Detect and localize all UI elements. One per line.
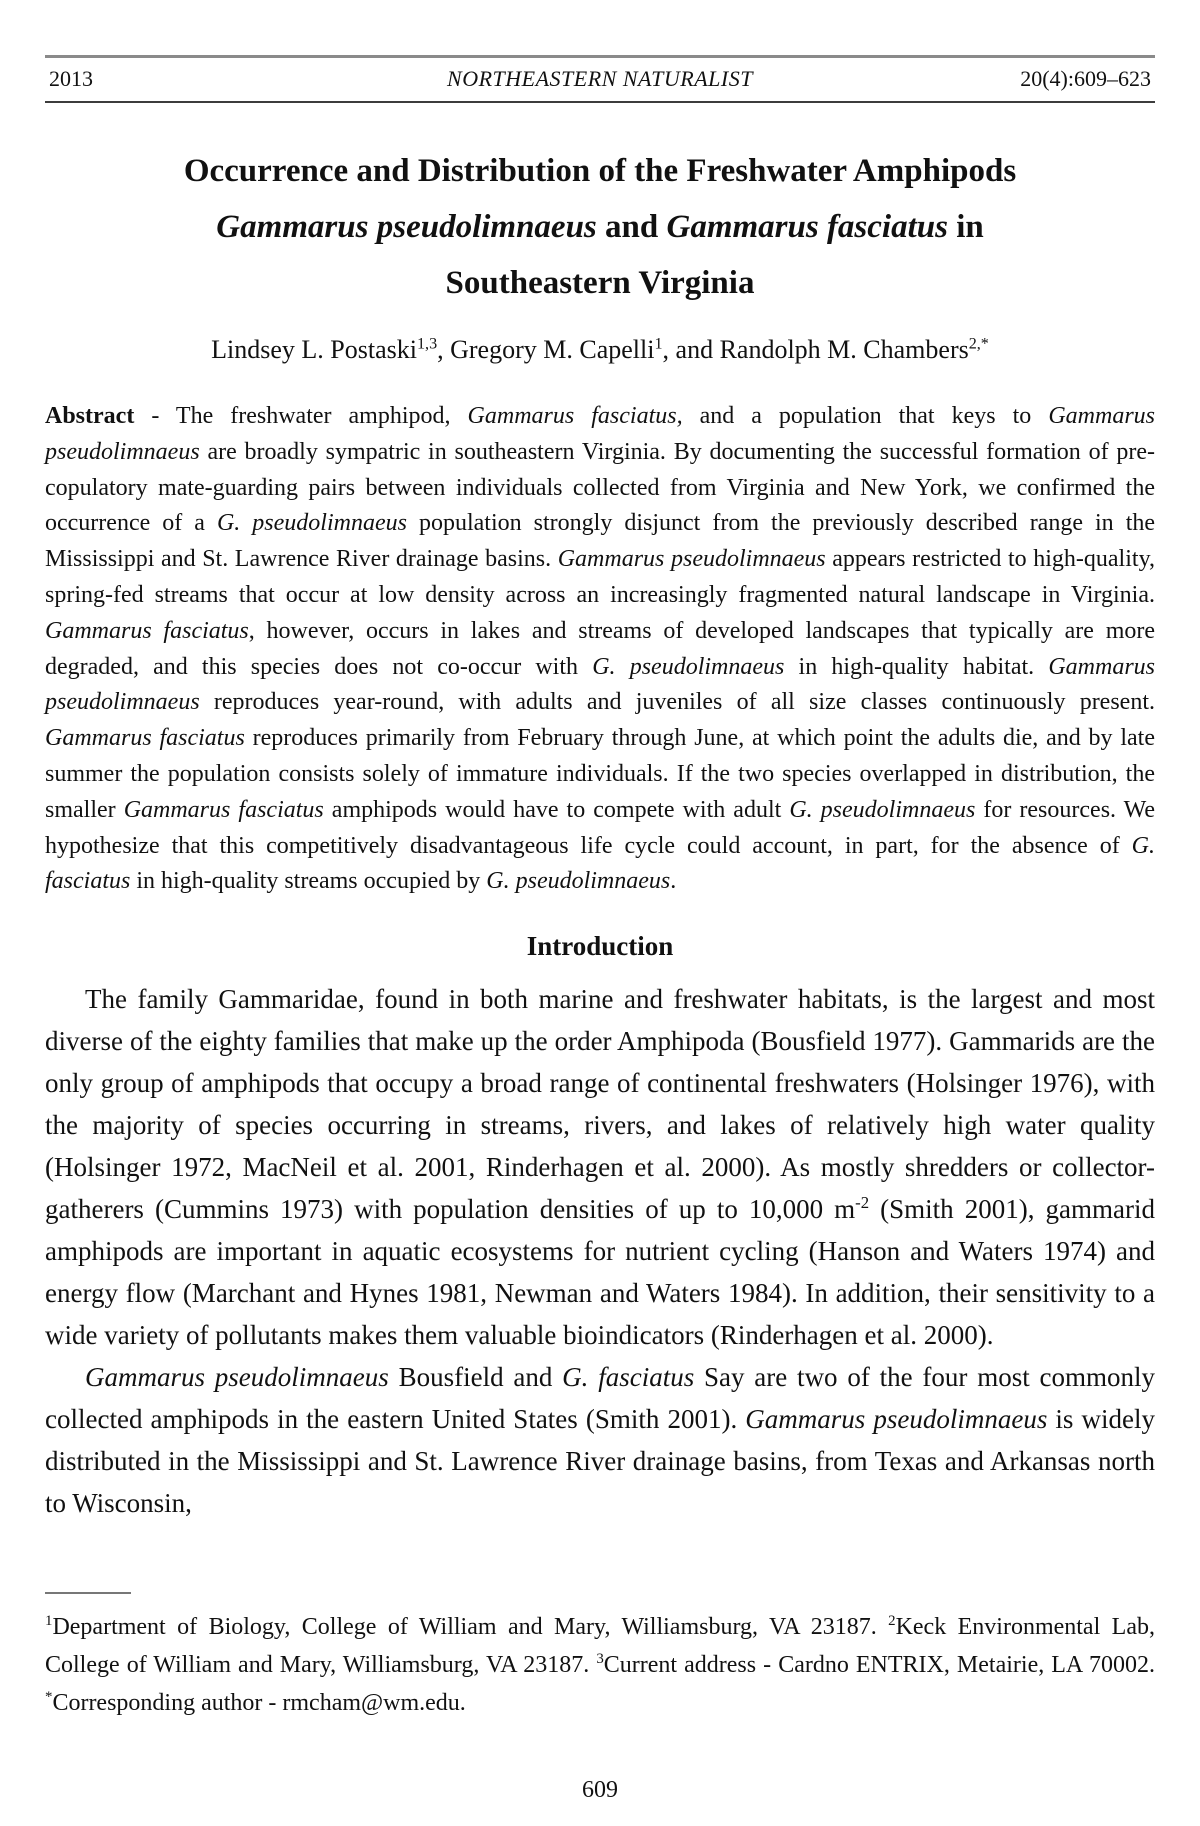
header-year: 2013 <box>49 66 93 91</box>
header-journal-name: NORTHEASTERN NATURALIST <box>447 66 753 91</box>
article-title-line2: Gammarus pseudolimnaeus and Gammarus fasciatus in <box>216 209 984 245</box>
footnote-divider <box>45 1592 131 1594</box>
authors-line: Lindsey L. Postaski$^{1,3}$, Gregory M. Capelli$^1$, and Randolph M. Chambers$^{2,*}$ <box>211 335 989 364</box>
footnote-text: $^1$Department of Biology, College of William and Mary, Williamsburg, VA 23187. $^2$Keck Environmental Lab, College of William and Mary, Williamsburg, VA 23187. $^3$Current address - Cardno ENTRIX, Metairie, LA 70002. *Corresponding author - rmcham@wm.edu. <box>45 1613 1155 1717</box>
introduction-body <box>45 978 1155 1524</box>
introduction-paragraph-1: The family Gammaridae, found in both marine and freshwater habitats, is the largest and most diverse of the eighty families that make up the order Amphipoda (Bousfield 1977). Gammarids are the only group of amphipods that occupy a broad range of continental freshwaters (Holsinger 1976), with the majority of species occurring in streams, rivers, and lakes of relatively high water quality (Holsinger 1972, MacNeil et al. 2001, Rinderhagen et al. 2000). As mostly shredders or collector-gatherers (Cummins 1973) with population densities of up to 10,000 $m^{-2}$ (Smith 2001), gammarid amphipods are important in aquatic ecosystems for nutrient cycling (Hanson and Waters 1974) and energy flow (Marchant and Hynes 1981, Newman and Waters 1984). In addition, their sensitivity to a wide variety of pollutants makes them valuable bioindicators (Rinderhagen et al. 2000). <box>45 984 1155 1351</box>
introduction-paragraph-2: Gammarus pseudolimnaeus Bousfield and G. fasciatus Say are two of the four most commonly collected amphipods in the eastern United States (Smith 2001). Gammarus pseudolimnaeus is widely distributed in the Mississippi and St. Lawrence River drainage basins, from Texas and Arkansas north to Wisconsin, <box>45 1362 1156 1519</box>
article-title-line3: Southeastern Virginia <box>445 265 755 301</box>
header-citation: 20(4):609–623 <box>1020 66 1151 91</box>
article-title <box>45 143 1155 311</box>
journal-header <box>45 55 1155 103</box>
introduction-heading: Introduction <box>526 931 674 962</box>
article-title-line1: Occurrence and Distribution of the Freshwater Amphipods <box>183 153 1017 189</box>
page-number: 609 <box>582 1777 618 1803</box>
abstract-paragraph: Abstract - The freshwater amphipod, Gammarus fasciatus, and a population that keys to Gammarus pseudolimnaeus are broadly sympatric in southeastern Virginia. By documenting the successful formation of pre-copulatory mate-guarding pairs between individuals collected from Virginia and New York, we confirmed the occurrence of a G. pseudolimnaeus population strongly disjunct from the previously described range in the Mississippi and St. Lawrence River drainage basins. Gammarus pseudolimnaeus appears restricted to high-quality, spring-fed streams that occur at low density across an increasingly fragmented natural landscape in Virginia. Gammarus fasciatus, however, occurs in lakes and streams of developed landscapes that typically are more degraded, and this species does not co-occur with G. pseudolimnaeus in high-quality habitat. Gammarus pseudolimnaeus reproduces year-round, with adults and juveniles of all size classes continuously present. Gammarus fasciatus reproduces primarily from February through June, at which point the adults die, and by late summer the population consists solely of immature individuals. If the two species overlapped in distribution, the smaller Gammarus fasciatus amphipods would have to compete with adult G. pseudolimnaeus for resources. We hypothesize that this competitively disadvantageous life cycle could account, in part, for the absence of G. fasciatus in high-quality streams occupied by G. pseudolimnaeus. <box>45 403 1156 895</box>
